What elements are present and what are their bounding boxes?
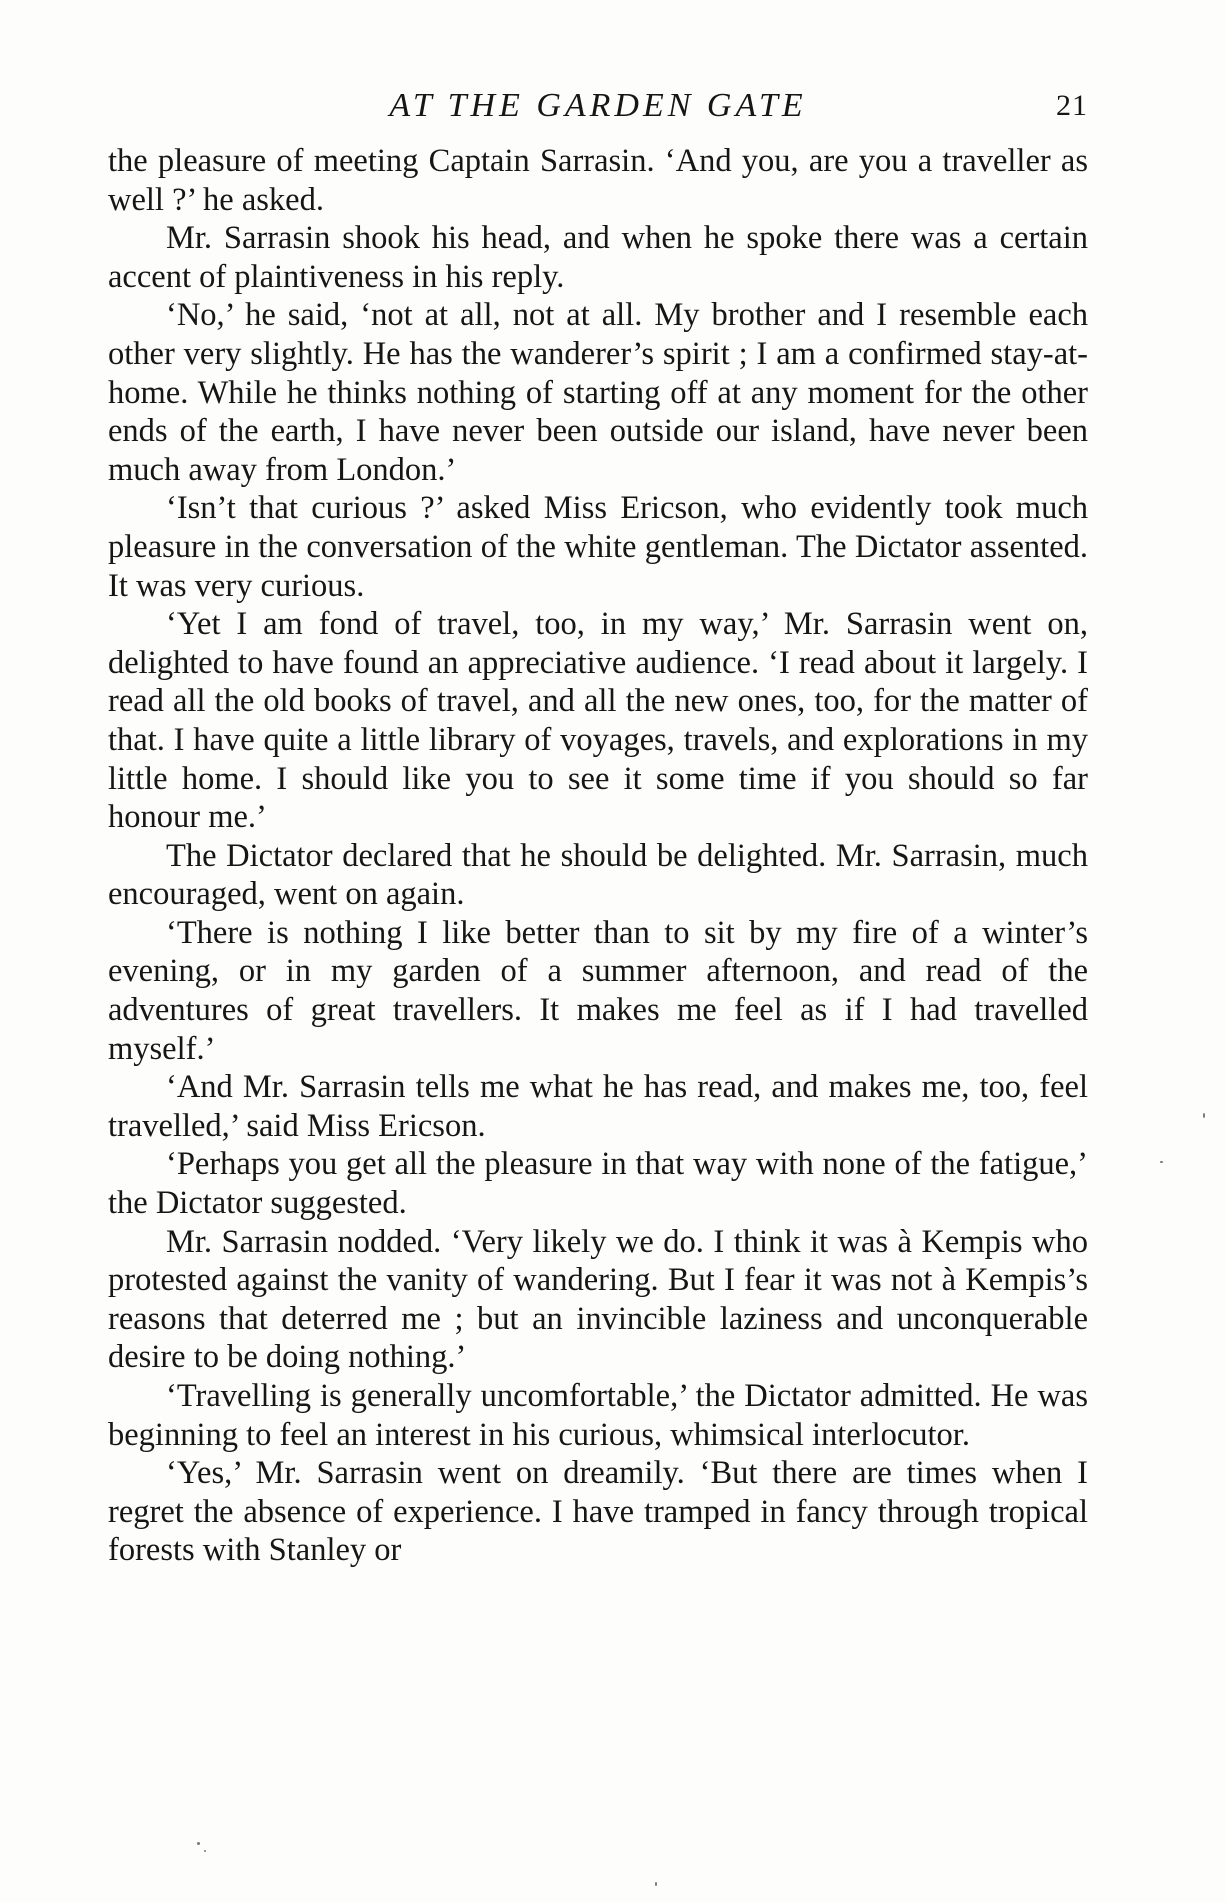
running-title: AT THE GARDEN GATE [389, 87, 807, 124]
paragraph: ‘Isn’t that curious ?’ asked Miss Ericson, who evidently took much pleasure in the conversation of the white gentleman. The Dictator assented. It was very curious. [108, 490, 1088, 604]
running-header [108, 86, 1088, 126]
scan-speck [655, 1882, 657, 1886]
paragraph: ‘Yes,’ Mr. Sarrasin went on dreamily. ‘But there are times when I regret the absence of experience. I have tramped in fancy through tropical forests with Stanley or [108, 1455, 1088, 1569]
paragraph: Mr. Sarrasin nodded. ‘Very likely we do. I think it was à Kempis who protested against the vanity of wandering. But I fear it was not à Kempis’s reasons that deterred me ; but an invincible laziness and unconquerable desire to be doing nothing.’ [108, 1223, 1088, 1376]
paragraph: ‘Travelling is generally uncomfortable,’ the Dictator admitted. He was beginning to feel an interest in his curious, whimsical interlocutor. [108, 1378, 1088, 1453]
paragraph: Mr. Sarrasin shook his head, and when he spoke there was a certain accent of plaintiveness in his reply. [108, 220, 1088, 295]
paragraph: ‘There is nothing I like better than to sit by my fire of a winter’s evening, or in my garden of a summer afternoon, and read of the adventures of great travellers. It makes me feel as if I had travelled myself.’ [108, 914, 1088, 1067]
body-text [108, 142, 1088, 1570]
paragraph: ‘No,’ he said, ‘not at all, not at all. My brother and I resemble each other very slightly. He has the wanderer’s spirit ; I am a confirmed stay-at-home. While he thinks nothing of starting off at any moment for the other ends of the earth, I have never been outside our island, have never been much away from London.’ [108, 297, 1088, 488]
paragraph: ‘Perhaps you get all the pleasure in that way with none of the fatigue,’ the Dictator suggested. [108, 1146, 1088, 1222]
scan-speck [204, 1850, 206, 1852]
page-number: 21 [1056, 89, 1088, 122]
paragraph: ‘Yet I am fond of travel, too, in my way,’ Mr. Sarrasin went on, delighted to have found an appreciative audience. ‘I read about it largely. I read all the old books of travel, and all the new ones, too, for the matter of that. I have quite a little library of voyages, travels, and explorations in my little home. I should like you to see it some time if you should so far honour me.’ [108, 606, 1088, 836]
scan-speck [1160, 1161, 1163, 1163]
paragraph: ‘And Mr. Sarrasin tells me what he has read, and makes me, too, feel travelled,’ said Miss Ericson. [108, 1069, 1088, 1144]
paragraph: The Dictator declared that he should be delighted. Mr. Sarrasin, much encouraged, went on again. [108, 837, 1088, 913]
scan-speck [197, 1842, 200, 1845]
paragraph: the pleasure of meeting Captain Sarrasin. ‘And you, are you a traveller as well ?’ he asked. [108, 143, 1088, 218]
scan-speck [1203, 1113, 1205, 1118]
